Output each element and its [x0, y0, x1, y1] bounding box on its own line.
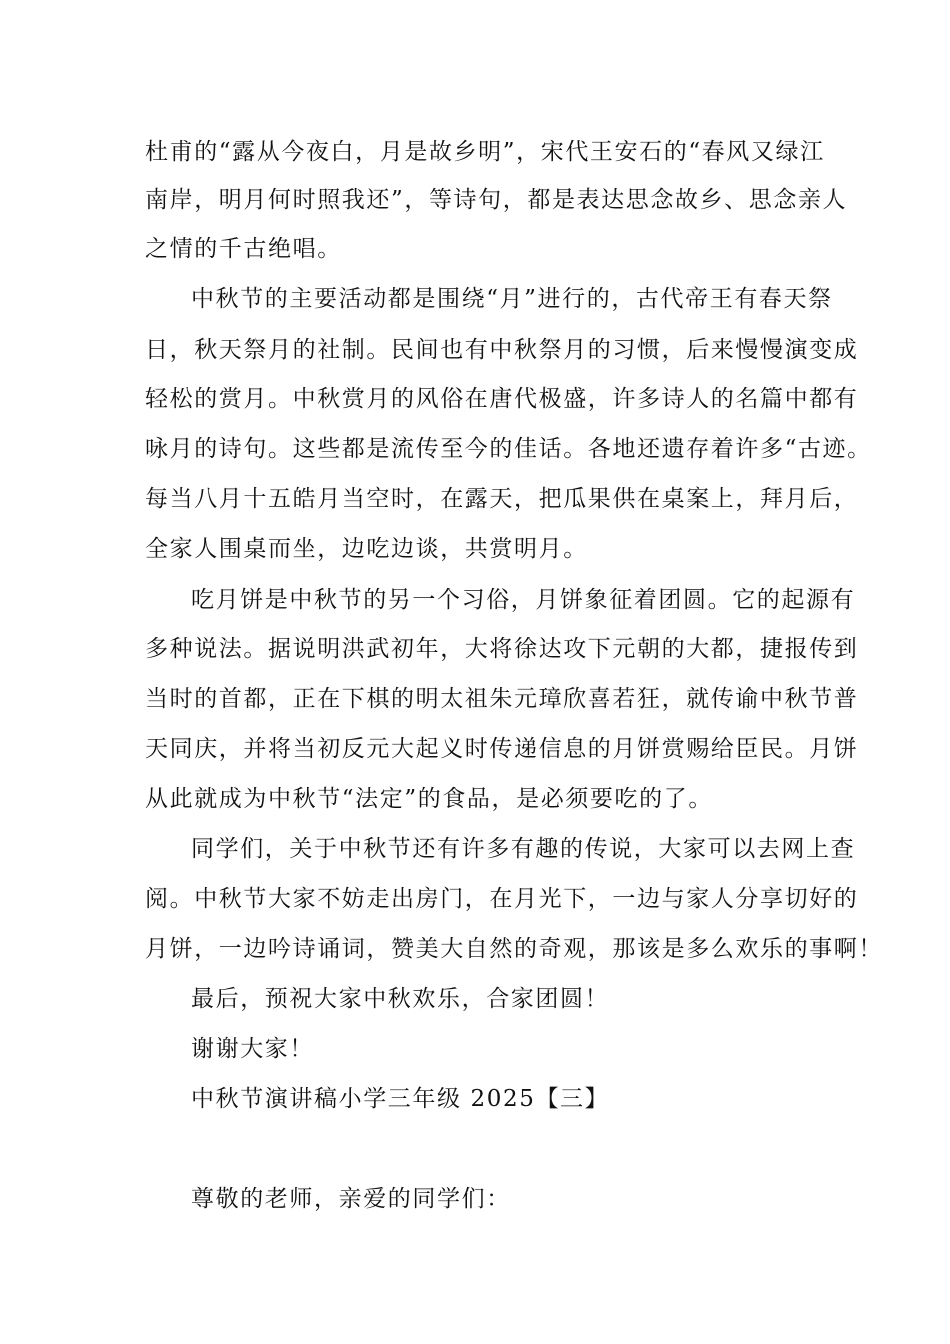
text-line: 天同庆，并将当初反元大起义时传递信息的月饼赏赐给臣民。月饼 — [145, 736, 859, 762]
text-line: 轻松的赏月。中秋赏月的风俗在唐代极盛，许多诗人的名篇中都有 — [145, 386, 859, 412]
text-line: 谢谢大家！ — [191, 1036, 314, 1062]
text-line: 杜甫的“露从今夜白，月是故乡明”，宋代王安石的“春风又绿江 — [145, 139, 825, 165]
section-heading: 中秋节演讲稿小学三年级 2025【三】 — [191, 1086, 610, 1112]
text-line: 当时的首都，正在下棋的明太祖朱元璋欣喜若狂，就传谕中秋节普 — [145, 686, 859, 712]
text-line: 吃月饼是中秋节的另一个习俗，月饼象征着团圆。它的起源有 — [191, 587, 856, 613]
text-line: 之情的千古绝唱。 — [145, 236, 342, 262]
text-line: 南岸，明月何时照我还”，等诗句，都是表达思念故乡、思念亲人 — [145, 187, 848, 213]
text-line: 中秋节的主要活动都是围绕“月”进行的，古代帝王有春天祭 — [191, 286, 833, 312]
text-line: 咏月的诗句。这些都是流传至今的佳话。各地还遗存着许多“古迹。 — [145, 436, 872, 462]
text-line: 月饼，一边吟诗诵词，赞美大自然的奇观，那该是多么欢乐的事啊！ — [145, 936, 883, 962]
salutation: 尊敬的老师，亲爱的同学们： — [191, 1186, 511, 1212]
text-line: 阅。中秋节大家不妨走出房门，在月光下，一边与家人分享切好的 — [145, 886, 859, 912]
text-line: 最后，预祝大家中秋欢乐，合家团圆！ — [191, 986, 610, 1012]
text-line: 多种说法。据说明洪武初年，大将徐达攻下元朝的大都，捷报传到 — [145, 636, 859, 662]
text-line: 每当八月十五皓月当空时，在露天，把瓜果供在桌案上，拜月后， — [145, 486, 859, 512]
text-line: 同学们，关于中秋节还有许多有趣的传说，大家可以去网上查 — [191, 836, 856, 862]
text-line: 日，秋天祭月的社制。民间也有中秋祭月的习惯，后来慢慢演变成 — [145, 337, 859, 363]
text-line: 从此就成为中秋节“法定”的食品，是必须要吃的了。 — [145, 786, 713, 812]
text-line: 全家人围桌而坐，边吃边谈，共赏明月。 — [145, 536, 588, 562]
